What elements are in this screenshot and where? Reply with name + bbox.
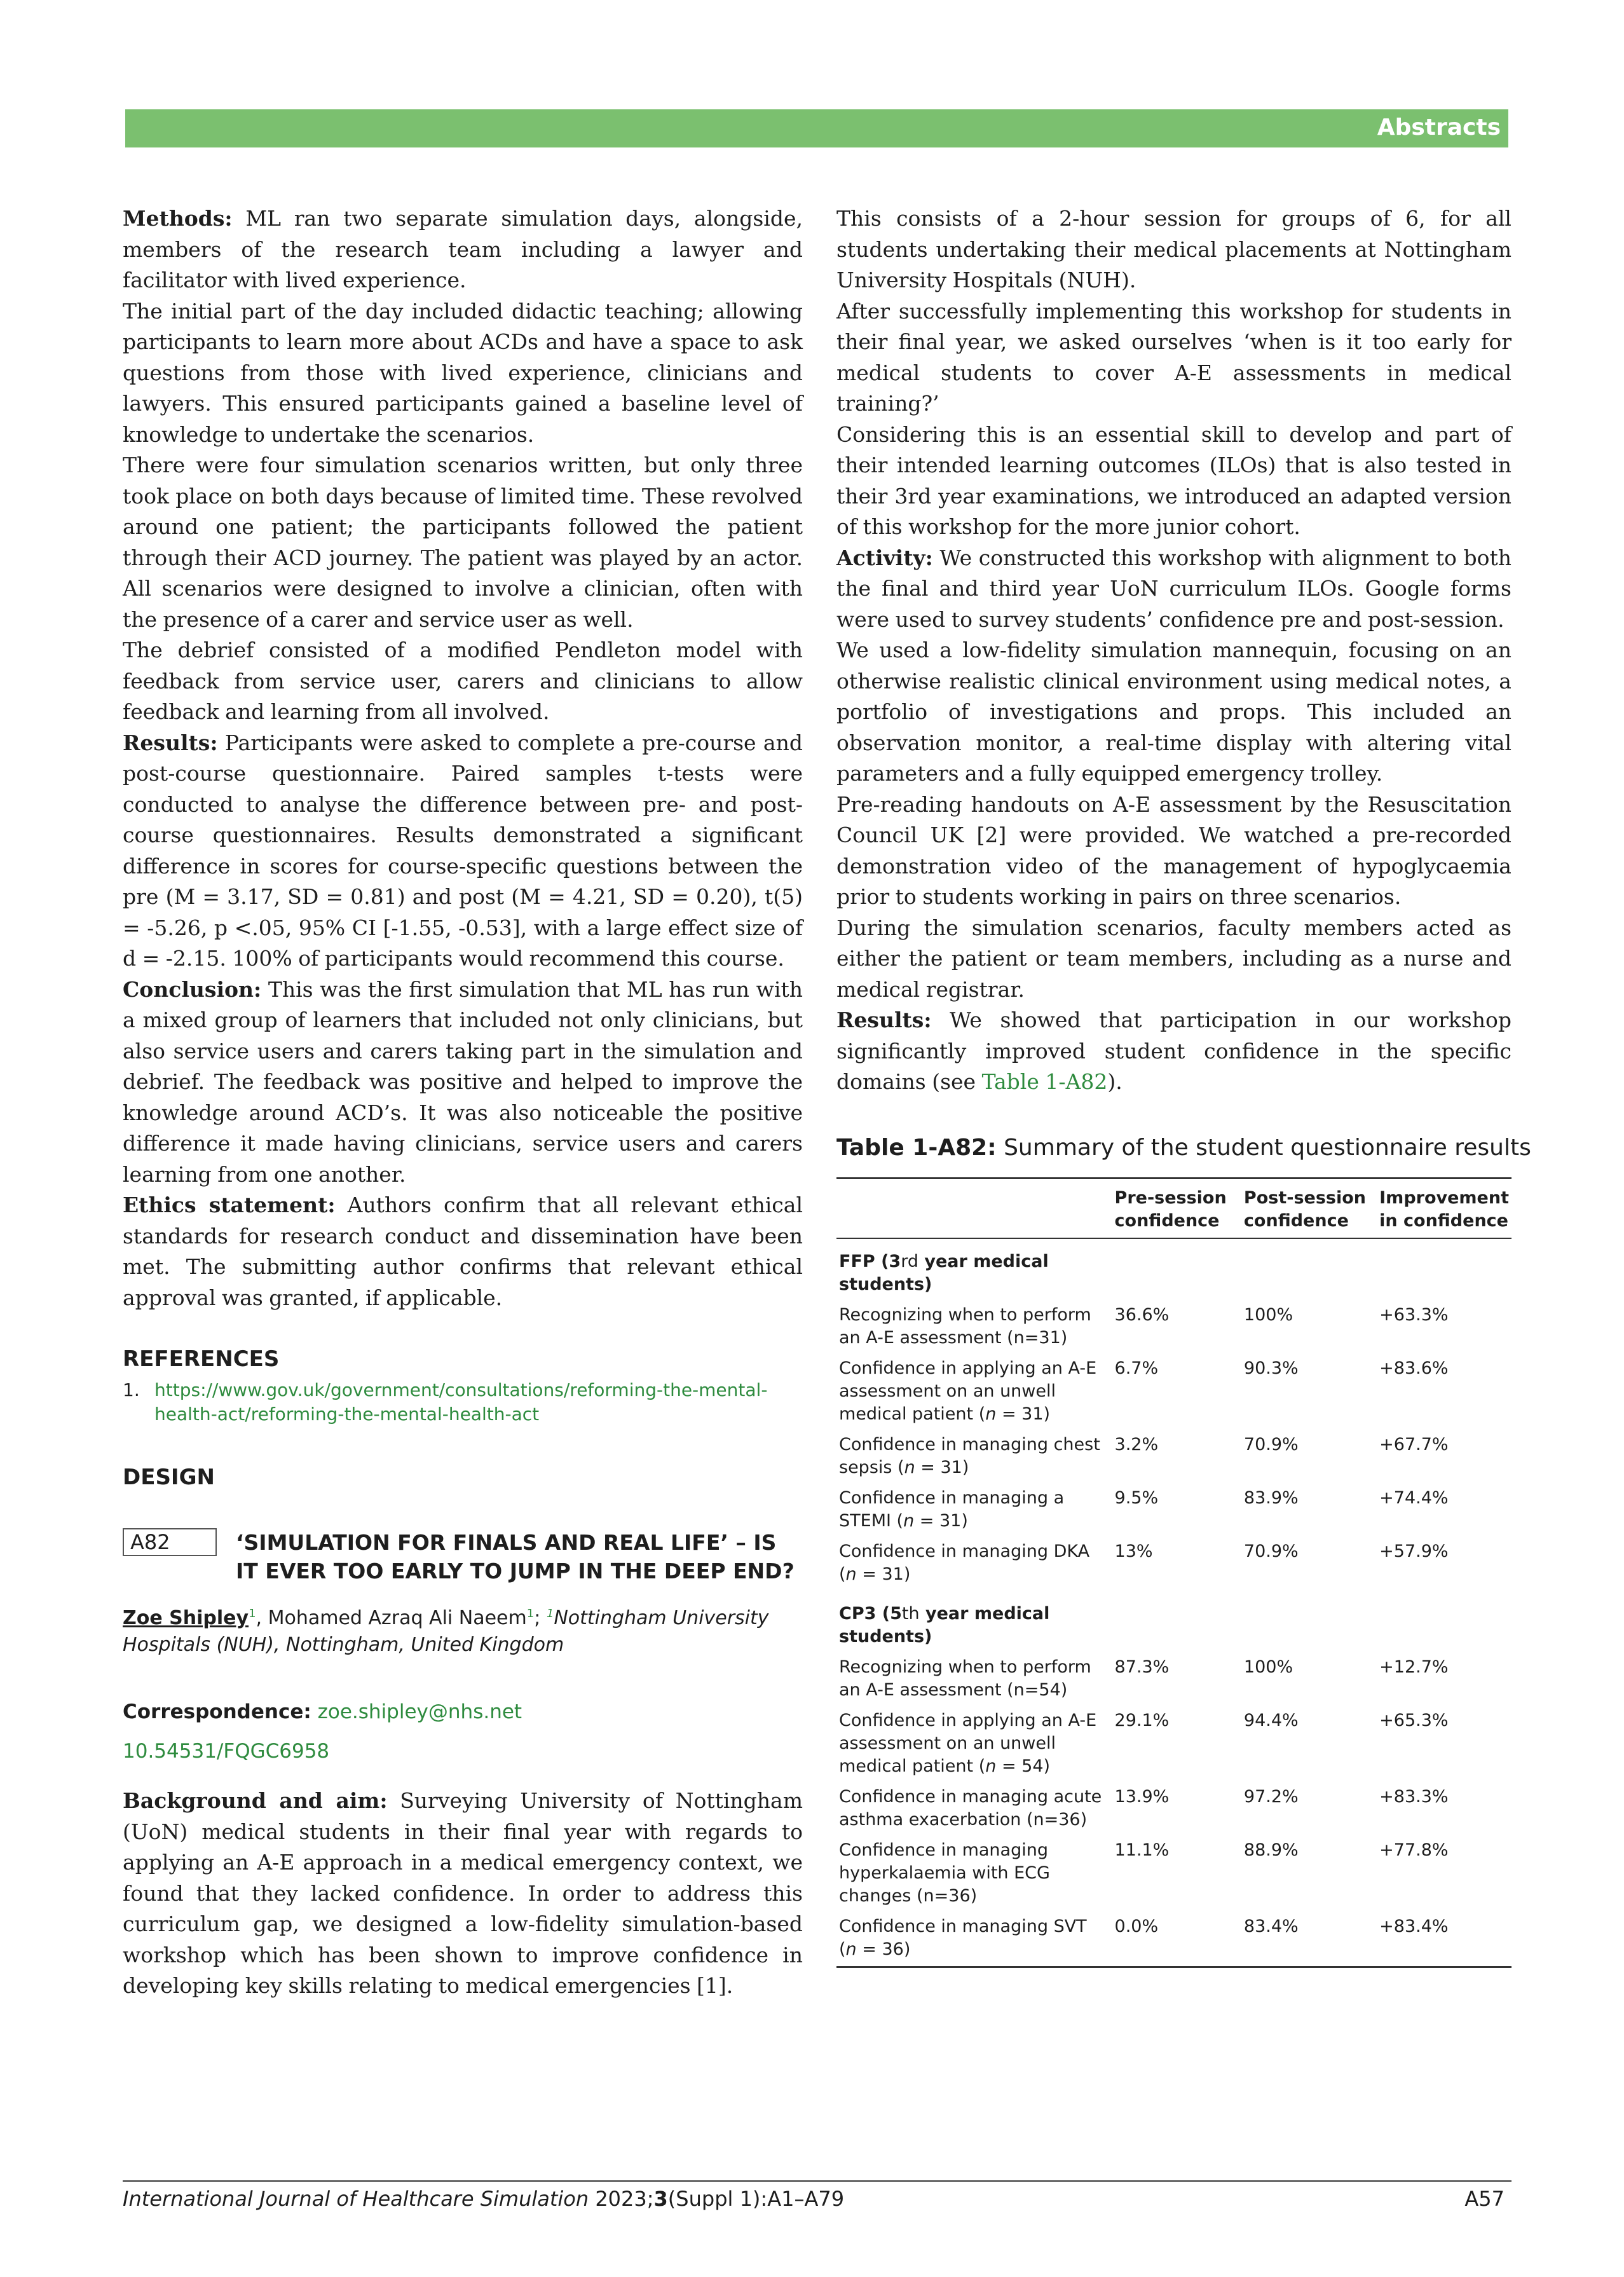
background-paragraph <box>123 1786 803 2002</box>
table-row-label: Confidence in managing acute asthma exacerbation (n=36) <box>839 1786 1102 1829</box>
activity-text: We constructed this workshop with alignment to both the final and third year UoN curriculum ILOs. Google forms were used to survey students’ confidence pre and post-session. <box>836 545 1511 632</box>
author-name: , Mohamed Azraq Ali Naeem <box>256 1607 527 1629</box>
paragraph: This consists of a 2-hour session for groups of 6, for all students undertaking their medical placements at Nottingham University Hospitals (NUH). <box>836 206 1511 292</box>
abstract-header <box>123 1528 803 1585</box>
results-paragraph <box>123 728 803 974</box>
results-end: ). <box>1107 1069 1122 1094</box>
references-heading: REFERENCES <box>123 1346 280 1372</box>
table-cell-empty <box>1377 1238 1511 1301</box>
section-banner <box>125 109 1508 147</box>
affiliation: Nottingham University Hospitals (NUH), Nottingham, United Kingdom <box>123 1607 769 1656</box>
abstract-title: ‘SIMULATION FOR FINALS AND REAL LIFE’ – IS IT EVER TOO EARLY TO JUMP IN THE DEEP END? <box>236 1530 795 1583</box>
table-row-label: Confidence in managing a STEMI (n = 31) <box>839 1487 1065 1531</box>
table-header-cell <box>836 1178 1112 1238</box>
table-group-row <box>836 1591 1511 1653</box>
table-group-row <box>836 1238 1511 1301</box>
results-table <box>836 1177 1511 1968</box>
table-row <box>836 1355 1511 1431</box>
author-name[interactable]: Zoe Shipley <box>123 1607 249 1629</box>
table-caption-text: Summary of the student questionnaire results <box>1004 1134 1531 1161</box>
right-column <box>836 203 1531 1968</box>
journal-issue: (Suppl 1):A1–A79 <box>667 2187 845 2211</box>
post-session-value: 70.9% <box>1243 1541 1299 1561</box>
improvement-value: +12.7% <box>1379 1657 1449 1677</box>
reference-link[interactable]: https://www.gov.uk/government/consultations/reforming-the-mental-health-act/reforming-the-mental-health-act <box>154 1379 768 1425</box>
table-link[interactable]: Table 1-A82 <box>981 1069 1108 1094</box>
pre-session-value: 36.6% <box>1114 1304 1170 1325</box>
results-paragraph <box>836 1005 1511 1098</box>
paragraph: We used a low-fidelity simulation mannequin, focusing on an otherwise realistic clinical environment using medical notes, a portfolio of investigations and props. This included an observation monitor, a real-time display with altering vital parameters and a fully equipped emergency trolley. <box>836 638 1511 786</box>
abstract-id: A82 <box>123 1528 217 1556</box>
doi-link[interactable]: 10.54531/FQGC6958 <box>123 1740 330 1763</box>
pre-session-value: 11.1% <box>1114 1840 1170 1860</box>
post-session-value: 83.9% <box>1243 1487 1299 1508</box>
table-row <box>836 1836 1511 1913</box>
journal-name: International Journal of Healthcare Simulation <box>123 2187 589 2211</box>
improvement-value: +83.6% <box>1379 1358 1449 1378</box>
left-column <box>123 203 803 2002</box>
affiliation-superscript: 1 <box>546 1607 554 1620</box>
improvement-value: +63.3% <box>1379 1304 1449 1325</box>
post-session-value: 94.4% <box>1243 1710 1299 1730</box>
pre-session-value: 13% <box>1114 1541 1153 1561</box>
journal-year: 2023; <box>589 2187 654 2211</box>
table-row-label: Recognizing when to perform an A-E assessment (n=31) <box>839 1304 1091 1348</box>
improvement-value: +83.3% <box>1379 1786 1449 1807</box>
post-session-value: 100% <box>1243 1657 1293 1677</box>
post-session-value: 97.2% <box>1243 1786 1299 1807</box>
page-number: A57 <box>1464 2187 1505 2211</box>
pre-session-value: 3.2% <box>1114 1434 1159 1454</box>
improvement-value: +77.8% <box>1379 1840 1449 1860</box>
correspondence-email[interactable]: zoe.shipley@nhs.net <box>317 1700 522 1723</box>
table-header-cell: Pre-session confidence <box>1114 1187 1227 1231</box>
table-header-cell: Improvement in confidence <box>1379 1187 1509 1231</box>
author-line: Zoe Shipley$^1$, Mohamed Azraq Ali Naeem$^1$; $^1$Nottingham University Hospitals (NUH), Nottingham, United Kingdom <box>123 1607 769 1656</box>
methods-paragraph <box>123 203 803 296</box>
design-heading: DESIGN <box>123 1465 215 1490</box>
table-row <box>836 1538 1511 1591</box>
ethics-text: Authors confirm that all relevant ethical standards for research conduct and dissemination have been met. The submitting author confirms that relevant ethical approval was granted, if applicable. <box>123 1193 803 1310</box>
table-header-row <box>836 1178 1511 1238</box>
table-group-label: FFP (3rd year medical students) <box>839 1251 1049 1294</box>
pre-session-value: 29.1% <box>1114 1710 1170 1730</box>
improvement-value: +83.4% <box>1379 1916 1449 1936</box>
results-label: Results: <box>123 730 218 755</box>
pre-session-value: 6.7% <box>1114 1358 1159 1378</box>
ethics-paragraph <box>123 1190 803 1313</box>
improvement-value: +57.9% <box>1379 1541 1449 1561</box>
table-row-label: Recognizing when to perform an A-E assessment (n=54) <box>839 1657 1091 1700</box>
author-superscript: 1 <box>249 1607 256 1620</box>
table-row <box>836 1783 1511 1836</box>
pre-session-value: 13.9% <box>1114 1786 1170 1807</box>
table-cell-empty <box>1241 1591 1377 1653</box>
table-cell-empty <box>1112 1238 1241 1301</box>
footer-citation <box>123 2187 844 2211</box>
conclusion-paragraph <box>123 974 803 1191</box>
table-cell-empty <box>1112 1591 1241 1653</box>
paragraph: During the simulation scenarios, faculty members acted as either the patient or team members, including as a nurse and medical registrar. <box>836 915 1511 1002</box>
paragraph: Considering this is an essential skill to develop and part of their intended learning outcomes (ILOs) that is also tested in their 3rd year examinations, we introduced an adapted version of this workshop for the more junior cohort. <box>836 421 1511 539</box>
table-row <box>836 1707 1511 1783</box>
methods-label: Methods: <box>123 206 233 231</box>
conclusion-text: This was the first simulation that ML has run with a mixed group of learners that included not only clinicians, but also service users and carers taking part in the simulation and debrief. The feedback was positive and helped to improve the knowledge around ACD’s. It was also noticeable the positive difference it made having clinicians, service users and carers learning from one another. <box>123 976 803 1187</box>
table-row <box>836 1653 1511 1707</box>
activity-paragraph <box>836 543 1511 636</box>
pre-session-value: 87.3% <box>1114 1657 1170 1677</box>
table-row-label: Confidence in managing DKA (n = 31) <box>839 1541 1090 1584</box>
results-text: We showed that participation in our workshop significantly improved student confidence in the specific domains (see <box>836 1008 1511 1094</box>
table-row-label: Confidence in managing SVT (n = 36) <box>839 1916 1087 1959</box>
table-row-label: Confidence in managing chest sepsis (n = 31) <box>839 1434 1100 1477</box>
table-row-label: Confidence in managing hyperkalaemia with ECG changes (n=36) <box>839 1840 1050 1906</box>
improvement-value: +74.4% <box>1379 1487 1449 1508</box>
improvement-value: +65.3% <box>1379 1710 1449 1730</box>
improvement-value: +67.7% <box>1379 1434 1449 1454</box>
journal-volume: 3 <box>653 2187 668 2211</box>
post-session-value: 88.9% <box>1243 1840 1299 1860</box>
table-row-label: Confidence in applying an A-E assessment on an unwell medical patient (n = 54) <box>839 1710 1097 1776</box>
paragraph: Pre-reading handouts on A-E assessment by the Resuscitation Council UK [2] were provided. We watched a pre-recorded demonstration video of the management of hypoglycaemia prior to students working in pairs on three scenarios. <box>836 791 1511 909</box>
pre-session-value: 9.5% <box>1114 1487 1159 1508</box>
activity-label: Activity: <box>836 545 933 570</box>
reference-number: 1. <box>123 1379 140 1400</box>
methods-text: ML ran two separate simulation days, alongside, members of the research team including a lawyer and facilitator with lived experience. <box>123 206 803 292</box>
conclusion-label: Conclusion: <box>123 976 262 1002</box>
paragraph: The initial part of the day included didactic teaching; allowing participants to learn more about ACDs and have a space to ask questions from those with lived experience, clinicians and lawyers. This ensured participants gained a baseline level of knowledge to undertake the scenarios. <box>123 298 803 447</box>
table-row <box>836 1301 1511 1355</box>
table-group-label: CP3 (5th year medical students) <box>839 1603 1050 1646</box>
reference-item <box>123 1378 803 1426</box>
post-session-value: 83.4% <box>1243 1916 1299 1936</box>
pre-session-value: 0.0% <box>1114 1916 1159 1936</box>
footer-divider <box>123 2180 1511 2182</box>
post-session-value: 70.9% <box>1243 1434 1299 1454</box>
table-caption <box>836 1134 1531 1161</box>
table-header-cell: Post-session confidence <box>1243 1187 1366 1231</box>
table-row-label: Confidence in applying an A-E assessment on an unwell medical patient (n = 31) <box>839 1358 1097 1424</box>
paragraph: After successfully implementing this workshop for students in their final year, we asked ourselves ‘when is it too early for medical students to cover A-E assessments in medical training?’ <box>836 298 1511 416</box>
table-row <box>836 1484 1511 1538</box>
paragraph: The debrief consisted of a modified Pendleton model with feedback from service user, carers and clinicians to allow feedback and learning from all involved. <box>123 638 803 724</box>
author-superscript: 1 <box>526 1607 535 1620</box>
table-cell-empty <box>1241 1238 1377 1301</box>
background-label: Background and aim: <box>123 1788 388 1813</box>
table-row <box>836 1431 1511 1484</box>
post-session-value: 100% <box>1243 1304 1293 1325</box>
table-caption-label: Table 1-A82: <box>836 1134 997 1161</box>
results-text: Participants were asked to complete a pre-course and post-course questionnaire. Paired samples t-tests were conducted to analyse the difference between pre- and post-course questionnaires. Results demonstrated a significant difference in scores for course-specific questions between the pre (M = 3.17, SD = 0.81) and post (M = 4.21, SD = 0.20), t(5) = -5.26, p <.05, 95% CI [-1.55, -0.53], with a large effect size of d = -2.15. 100% of participants would recommend this course. <box>123 730 803 971</box>
post-session-value: 90.3% <box>1243 1358 1299 1378</box>
results-label: Results: <box>836 1008 932 1032</box>
paragraph: There were four simulation scenarios written, but only three took place on both days because of limited time. These revolved around one patient; the participants followed the patient through their ACD journey. The patient was played by an actor. All scenarios were designed to involve a clinician, often with the presence of a carer and service user as well. <box>123 453 803 632</box>
table-row <box>836 1913 1511 1967</box>
ethics-label: Ethics statement: <box>123 1193 336 1217</box>
correspondence <box>123 1700 803 1723</box>
background-text: Surveying University of Nottingham (UoN) medical students in their final year with regards to applying an A-E approach in a medical emergency context, we found that they lacked confidence. In order to address this curriculum gap, we designed a low-fidelity simulation-based workshop which has been shown to improve confidence in developing key skills relating to medical emergencies [1]. <box>123 1788 803 1998</box>
section-label: Abstracts <box>1377 114 1501 140</box>
table-cell-empty <box>1377 1591 1511 1653</box>
correspondence-label: Correspondence: <box>123 1700 311 1723</box>
